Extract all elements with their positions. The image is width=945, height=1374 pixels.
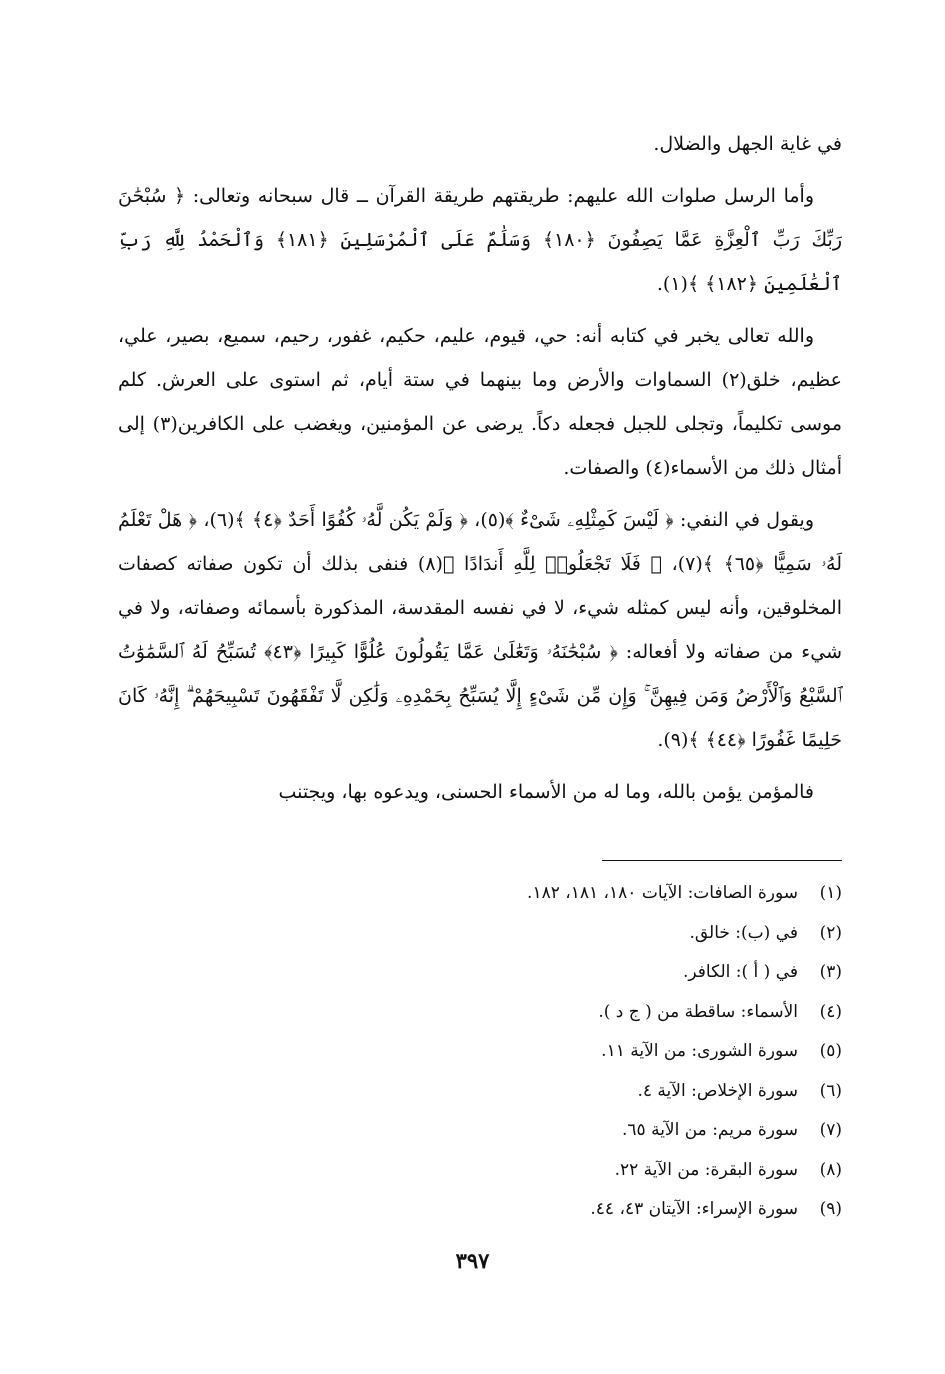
footnote-number: (١) [819, 883, 842, 903]
footnote-item [118, 914, 842, 954]
paragraph-3: والله تعالى يخبر في كتابه أنه: حي، قيوم، عليم، حكيم، غفور، رحيم، سميع، بصير، علي، عظيم، خلق(٢) السماوات والأرض وما بينهما في ستة أيام، ثم استوى على العرش. كلم موسى تكليماً، وتجلى للجبل فجعله دكاً. يرضى عن المؤمنين، ويغضب على الكافرين(٣) إلى أمثال ذلك من الأسماء(٤) والصفات. [118, 325, 843, 479]
footnote-number: (٣) [819, 962, 842, 982]
footnote-number: (٢) [819, 922, 842, 943]
footnotes-list [118, 874, 842, 1230]
footnote-text: سورة الصافات: الآيات ١٨٠، ١٨١، ١٨٢. [527, 883, 798, 903]
page-body [118, 122, 843, 1219]
footnote-text: سورة الإسراء: الآيتان ٤٣، ٤٤. [590, 1199, 798, 1219]
footnote-text: سورة البقرة: من الآية ٢٢. [614, 1159, 798, 1180]
footnote-text: في (ب): خالق. [689, 922, 798, 943]
footnote-text: الأسماء: ساقطة من ( ج د ). [598, 1001, 798, 1022]
footnote-text: في ( أ ): الكافر. [682, 962, 798, 982]
footnote-text: سورة الشورى: من الآية ١١. [601, 1041, 798, 1061]
footnote-number: (٨) [819, 1159, 842, 1180]
footnote-item [118, 874, 842, 914]
footnote-item [118, 1190, 842, 1230]
footnote-number: (٤) [819, 1001, 842, 1022]
footnote-number: (٥) [819, 1041, 842, 1061]
footnote-item [118, 1111, 842, 1151]
footnote-item [118, 1032, 842, 1072]
footnote-number: (٩) [819, 1199, 842, 1219]
paragraph-5: فالمؤمن يؤمن بالله، وما له من الأسماء الحسنى، ويدعوه بها، ويجتنب [278, 781, 814, 803]
footnote-item [118, 1072, 842, 1112]
paragraph-2: وأما الرسل صلوات الله عليهم: طريقتهم طريقة القرآن ــ قال سبحانه وتعالى: ﴿ سُبْحَٰنَ رَبِّكَ رَبِّ ٱلْعِزَّةِ عَمَّا يَصِفُونَ ﴿١٨٠﴾ وَسَلَٰمٌ عَلَى ٱلْمُرْسَلِينَ ﴿١٨١﴾ وَٱلْحَمْدُ لِلَّهِ رَبِّ ٱلْعَٰلَمِينَ ﴿١٨٢﴾ ﴾(١). [118, 185, 842, 295]
page-number: ٣٩٧ [455, 1248, 490, 1273]
footnote-text: سورة مريم: من الآية ٦٥. [622, 1120, 798, 1140]
paragraph-1: في غاية الجهل والضلال. [653, 133, 842, 155]
footnote-number: (٦) [819, 1080, 842, 1101]
footnote-divider [602, 860, 842, 861]
footnote-item [118, 953, 842, 993]
footnote-number: (٧) [819, 1120, 842, 1140]
footnote-item [118, 993, 842, 1033]
paragraph-4: ويقول في النفي: ﴿ لَيْسَ كَمِثْلِهِۦ شَىْءٌ ﴾(٥)، ﴿ وَلَمْ يَكُن لَّهُۥ كُفُوًا أَحَدٌ ﴿٤﴾ ﴾(٦)، ﴿ هَلْ تَعْلَمُ لَهُۥ سَمِيًّا ﴿٦٥﴾ ﴾(٧)، ﴿ فَلَا تَجْعَلُوا۟ لِلَّهِ أَندَادًا ﴾(٨) فنفى بذلك أن تكون صفاته كصفات المخلوقين، وأنه ليس كمثله شيء، لا في نفسه المقدسة، المذكورة بأسمائه وصفاته، ولا في شيء من صفاته ولا أفعاله: ﴿ سُبْحَٰنَهُۥ وَتَعَٰلَىٰ عَمَّا يَقُولُونَ عُلُوًّا كَبِيرًا ﴿٤٣﴾ تُسَبِّحُ لَهُ ٱلسَّمَٰوَٰتُ ٱلسَّبْعُ وَٱلْأَرْضُ وَمَن فِيهِنَّ ۚ وَإِن مِّن شَىْءٍ إِلَّا يُسَبِّحُ بِحَمْدِهِۦ وَلَٰكِن لَّا تَفْقَهُونَ تَسْبِيحَهُمْ ۗ إِنَّهُۥ كَانَ حَلِيمًا غَفُورًا ﴿٤٤﴾ ﴾(٩). [118, 509, 843, 751]
footnote-item [118, 1151, 842, 1191]
footnote-text: سورة الإخلاص: الآية ٤. [637, 1080, 798, 1101]
